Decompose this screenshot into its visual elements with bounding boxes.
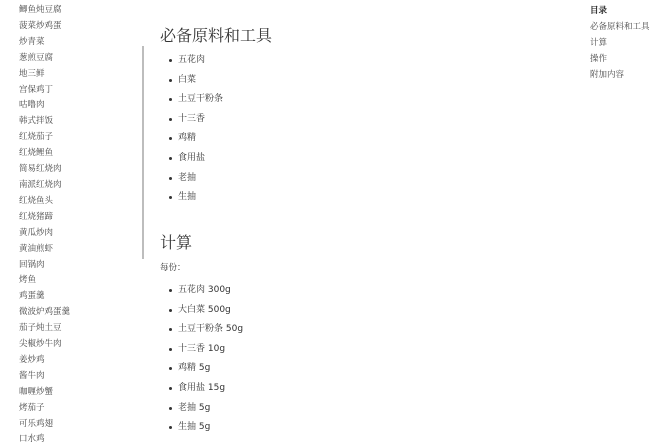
list-item: 老抽 5g bbox=[160, 399, 243, 419]
sidebar-item[interactable]: 鲫鱼炖豆腐 bbox=[19, 5, 62, 15]
list-item: 土豆干粉条 bbox=[160, 90, 223, 110]
sidebar-item[interactable]: 黄油煎虾 bbox=[19, 243, 54, 254]
sidebar-item[interactable]: 葱煎豆腐 bbox=[19, 52, 54, 63]
sidebar-item[interactable]: 酱牛肉 bbox=[19, 370, 45, 381]
sidebar-item[interactable]: 微波炉鸡蛋羹 bbox=[19, 307, 71, 318]
sidebar-item[interactable]: 姜炒鸡 bbox=[19, 354, 45, 365]
toc-title: 目录 bbox=[590, 6, 608, 16]
list-item: 大白菜 500g bbox=[160, 301, 243, 321]
section-title-calc: 计算 bbox=[160, 233, 193, 252]
sidebar-nav bbox=[19, 3, 137, 444]
sidebar-item[interactable]: 宫保鸡丁 bbox=[19, 84, 54, 95]
sidebar-item[interactable]: 红烧鱼头 bbox=[19, 195, 54, 206]
list-item: 生抽 bbox=[160, 188, 223, 208]
sidebar-item[interactable]: 鸡蛋羹 bbox=[19, 291, 45, 302]
section-title-tools: 必备原料和工具 bbox=[160, 26, 273, 45]
sidebar-item[interactable]: 咖喱炒蟹 bbox=[19, 386, 54, 397]
list-item: 鸡精 bbox=[160, 129, 223, 149]
toc-item-extra[interactable]: 附加内容 bbox=[590, 70, 625, 80]
sidebar-item[interactable]: 简易红烧肉 bbox=[19, 164, 62, 175]
sidebar-item[interactable]: 黄瓜炒肉 bbox=[19, 227, 54, 238]
list-item: 土豆干粉条 50g bbox=[160, 320, 243, 340]
sidebar-item[interactable]: 地三鲜 bbox=[19, 68, 45, 79]
sidebar-item[interactable]: 炒青菜 bbox=[19, 36, 45, 47]
sidebar-item[interactable]: 口水鸡 bbox=[19, 434, 45, 444]
list-item: 鸡精 5g bbox=[160, 359, 243, 379]
sidebar-item[interactable]: 咕噜肉 bbox=[19, 100, 45, 111]
list-item: 五花肉 300g bbox=[160, 281, 243, 301]
sidebar-item[interactable]: 烤茄子 bbox=[19, 402, 45, 413]
sidebar-scrollbar[interactable] bbox=[142, 46, 144, 259]
sidebar-item[interactable]: 尖椒炒牛肉 bbox=[19, 339, 62, 350]
sidebar-item[interactable]: 回锅肉 bbox=[19, 259, 45, 270]
sidebar-item[interactable]: 红烧茄子 bbox=[19, 132, 54, 143]
sidebar-item[interactable]: 红烧鲤鱼 bbox=[19, 148, 54, 159]
sidebar-item[interactable]: 菠菜炒鸡蛋 bbox=[19, 20, 62, 31]
list-item: 老抽 bbox=[160, 169, 223, 189]
list-item: 十三香 10g bbox=[160, 340, 243, 360]
sidebar-item[interactable]: 红烧猪蹄 bbox=[19, 211, 54, 222]
sidebar-item[interactable]: 可乐鸡翅 bbox=[19, 418, 54, 429]
tools-list bbox=[160, 51, 223, 208]
toc-item-calc[interactable]: 计算 bbox=[590, 38, 608, 48]
list-item: 五花肉 bbox=[160, 51, 223, 71]
sidebar-item[interactable]: 南派红烧肉 bbox=[19, 179, 62, 190]
servings-label: 每份： bbox=[160, 263, 186, 273]
toc-item-steps[interactable]: 操作 bbox=[590, 54, 608, 64]
list-item: 十三香 bbox=[160, 110, 223, 130]
toc-item-tools[interactable]: 必备原料和工具 bbox=[590, 22, 650, 32]
sidebar-item[interactable]: 韩式拌饭 bbox=[19, 116, 54, 127]
calc-list bbox=[160, 281, 243, 438]
table-of-contents bbox=[590, 3, 655, 83]
list-item: 食用盐 15g bbox=[160, 379, 243, 399]
list-item: 白菜 bbox=[160, 71, 223, 91]
sidebar-item[interactable]: 茄子炖土豆 bbox=[19, 323, 62, 334]
sidebar-item[interactable]: 烤鱼 bbox=[19, 275, 37, 286]
list-item: 食用盐 bbox=[160, 149, 223, 169]
list-item: 生抽 5g bbox=[160, 418, 243, 438]
